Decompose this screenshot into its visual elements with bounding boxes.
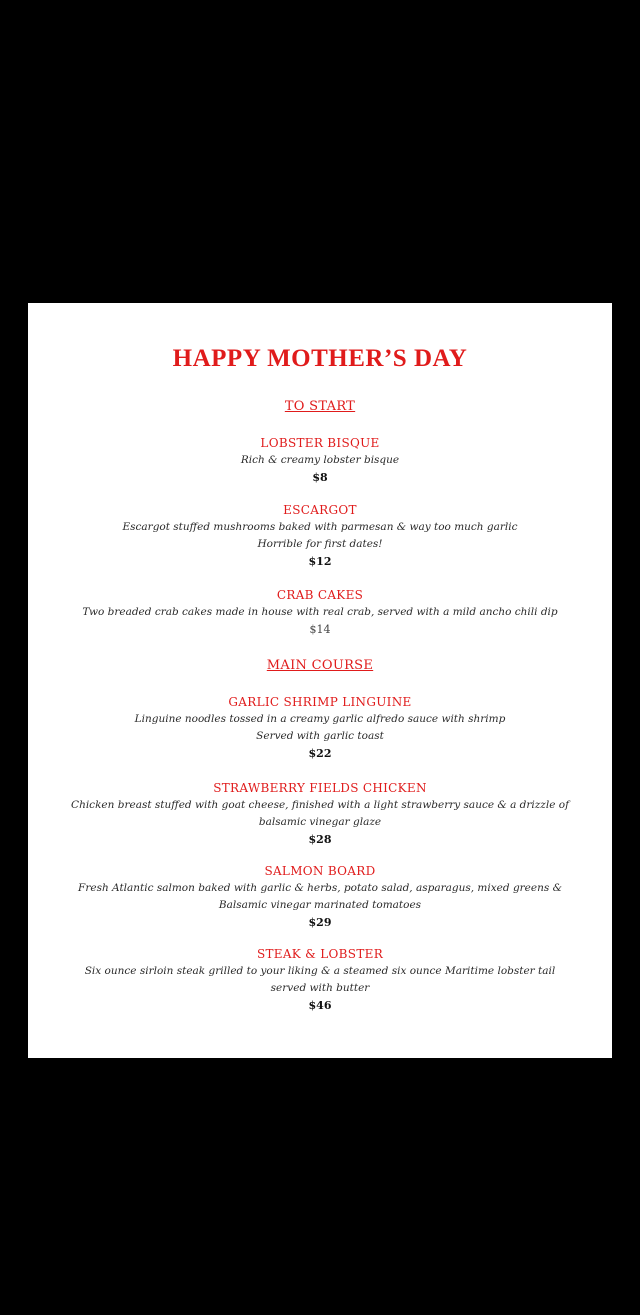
menu-item-lobster-bisque: [28, 435, 612, 486]
section-heading-main-course: MAIN COURSE: [266, 658, 374, 673]
item-description: Escargot stuffed mushrooms baked with parmesan & way too much garlic: [122, 521, 518, 533]
menu-item-escargot: [28, 502, 612, 570]
item-description: Fresh Atlantic salmon baked with garlic & herbs, potato salad, asparagus, mixed greens &: [78, 882, 562, 894]
item-name: CRAB CAKES: [276, 588, 364, 602]
item-price: $14: [309, 623, 331, 636]
item-name: SALMON BOARD: [264, 864, 376, 878]
menu-title: HAPPY MOTHER’S DAY: [172, 345, 468, 372]
item-description: Six ounce sirloin steak grilled to your liking & a steamed six ounce Maritime lobster tail: [84, 965, 556, 977]
item-name: STRAWBERRY FIELDS CHICKEN: [213, 781, 427, 795]
item-price: $12: [308, 555, 332, 568]
menu-item-salmon-board: [28, 863, 612, 931]
menu-item-crab-cakes: [28, 587, 612, 638]
item-name: GARLIC SHRIMP LINGUINE: [228, 695, 412, 709]
item-description: Served with garlic toast: [256, 730, 384, 742]
menu-item-steak-and-lobster: [28, 946, 612, 1014]
menu-item-strawberry-fields-chicken: [28, 780, 612, 848]
item-description: Rich & creamy lobster bisque: [240, 454, 400, 466]
menu-page: [28, 303, 612, 1058]
item-description: served with butter: [270, 982, 370, 994]
item-price: $29: [308, 916, 332, 929]
item-description: Two breaded crab cakes made in house with real crab, served with a mild ancho chili dip: [82, 606, 558, 618]
section-heading-to-start: TO START: [284, 399, 356, 414]
item-name: LOBSTER BISQUE: [260, 436, 380, 450]
item-name: ESCARGOT: [283, 503, 357, 517]
item-description: Linguine noodles tossed in a creamy garlic alfredo sauce with shrimp: [134, 713, 506, 725]
item-description: Horrible for first dates!: [257, 538, 383, 550]
menu-item-garlic-shrimp-linguine: [28, 694, 612, 762]
item-price: $46: [308, 999, 332, 1012]
item-description: balsamic vinegar glaze: [258, 816, 382, 828]
item-description: Chicken breast stuffed with goat cheese, finished with a light strawberry sauce & a drizzle of: [71, 799, 569, 811]
item-name: STEAK & LOBSTER: [256, 947, 384, 961]
item-description: Balsamic vinegar marinated tomatoes: [218, 899, 422, 911]
item-price: $22: [308, 747, 332, 760]
item-price: $28: [308, 833, 332, 846]
item-price: $8: [312, 471, 328, 484]
